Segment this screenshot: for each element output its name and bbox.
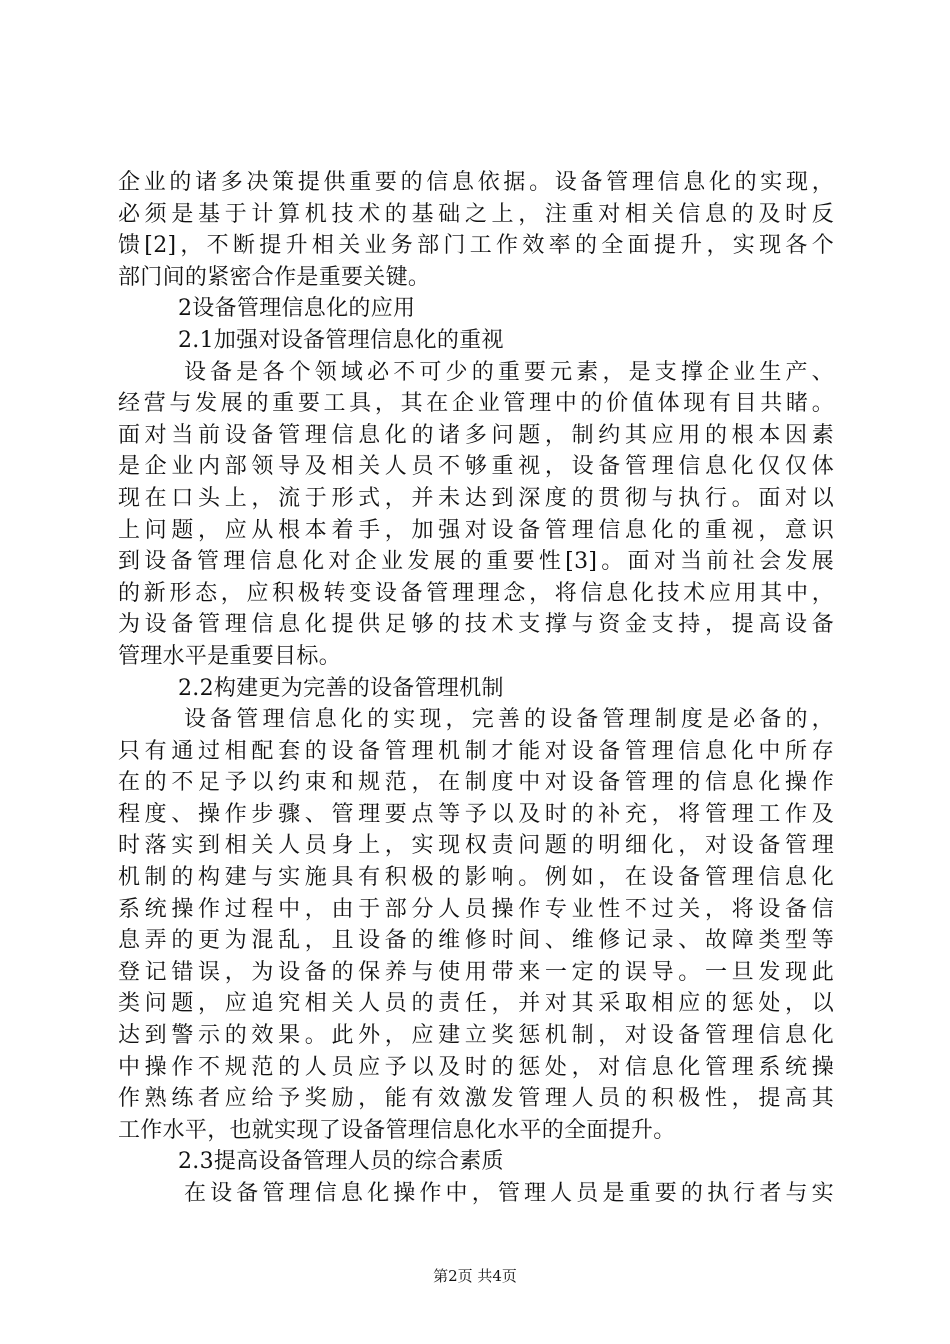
text-line: 企业的诸多决策提供重要的信息依据。设备管理信息化的实现， [118,170,834,195]
text-line: 现在口头上，流于形式，并未达到深度的贯彻与执行。面对以 [118,485,834,511]
text-line: 时落实到相关人员身上，实现权责问题的明细化，对设备管理 [118,833,834,859]
text-line: 只有通过相配套的设备管理机制才能对设备管理信息化中所存 [118,738,834,764]
page-number-footer: 第2页 共4页 [433,1267,517,1285]
text-line: 程度、操作步骤、管理要点等予以及时的补充，将管理工作及 [118,801,834,827]
text-line: 管理水平是重要目标。 [118,643,342,669]
text-line: 机制的构建与实施具有积极的影响。例如，在设备管理信息化 [118,865,834,891]
text-line: 设备是各个领域必不可少的重要元素，是支撑企业生产、 [184,359,834,385]
text-line: 设备管理信息化的实现，完善的设备管理制度是必备的， [184,707,834,733]
text-line: 系统操作过程中，由于部分人员操作专业性不过关，将设备信 [118,896,834,922]
text-line: 作熟练者应给予奖励，能有效激发管理人员的积极性，提高其 [118,1086,834,1112]
text-line: 面对当前设备管理信息化的诸多问题，制约其应用的根本因素 [118,422,834,448]
text-line: 类问题，应追究相关人员的责任，并对其采取相应的惩处，以 [118,991,834,1017]
subsection-heading: 2.2构建更为完善的设备管理机制 [178,675,504,701]
text-line: 到设备管理信息化对企业发展的重要性[3]。面对当前社会发展 [118,549,834,575]
text-line: 必须是基于计算机技术的基础之上，注重对相关信息的及时反 [118,201,834,227]
text-line: 为设备管理信息化提供足够的技术支撑与资金支持，提高设备 [118,612,834,638]
text-line: 馈[2]，不断提升相关业务部门工作效率的全面提升，实现各个 [118,233,834,259]
section-heading: 2设备管理信息化的应用 [178,296,416,322]
subsection-heading: 2.1加强对设备管理信息化的重视 [178,327,504,353]
text-line: 息弄的更为混乱，且设备的维修时间、维修记录、故障类型等 [118,928,834,954]
subsection-heading: 2.3提高设备管理人员的综合素质 [178,1149,504,1175]
body-text [118,167,834,1210]
text-line: 中操作不规范的人员应予以及时的惩处，对信息化管理系统操 [118,1054,834,1080]
text-line: 上问题，应从根本着手，加强对设备管理信息化的重视，意识 [118,517,834,543]
text-line: 的新形态，应积极转变设备管理理念，将信息化技术应用其中， [118,580,834,606]
text-line: 达到警示的效果。此外，应建立奖惩机制，对设备管理信息化 [118,1023,834,1049]
text-line: 在设备管理信息化操作中，管理人员是重要的执行者与实 [184,1181,834,1206]
text-line: 是企业内部领导及相关人员不够重视，设备管理信息化仅仅体 [118,454,834,480]
text-line: 在的不足予以约束和规范，在制度中对设备管理的信息化操作 [118,770,834,796]
text-line: 登记错误，为设备的保养与使用带来一定的误导。一旦发现此 [118,959,834,985]
text-line: 经营与发展的重要工具，其在企业管理中的价值体现有目共睹。 [118,391,834,417]
text-line: 工作水平，也就实现了设备管理信息化水平的全面提升。 [118,1117,676,1143]
text-line: 部门间的紧密合作是重要关键。 [118,264,431,290]
